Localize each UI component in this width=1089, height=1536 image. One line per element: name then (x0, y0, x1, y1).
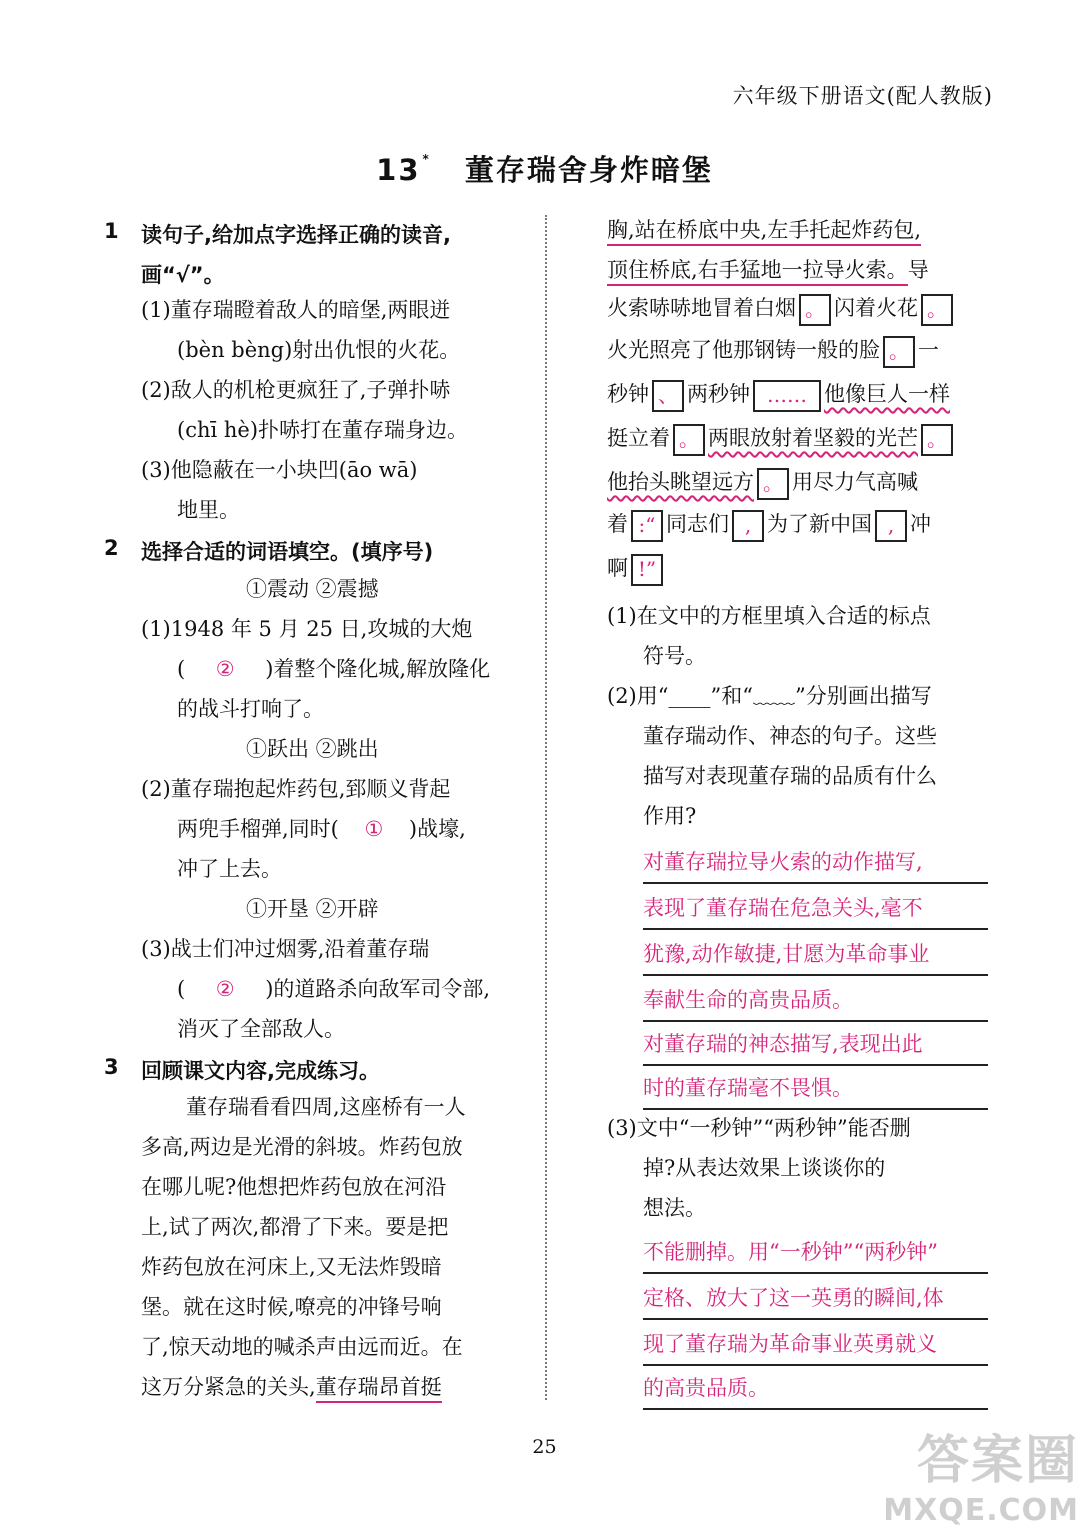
q1-stem: 读句子,给加点字选择正确的读音, (141, 223, 451, 247)
q1-number: 1 (104, 219, 119, 243)
q2-answer-2: ① (364, 817, 384, 841)
punct-box[interactable]: :“ (631, 510, 663, 542)
passage-line: 胸,站在桥底中央,左手托起炸药包, (607, 210, 921, 250)
q2-item-2-l3: 冲了上去。 (177, 857, 282, 881)
answer-line: 犹豫,动作敏捷,甘愿为革命事业 (643, 934, 988, 976)
passage-line: 火光照亮了他那钢铸一般的脸 。 一 (607, 330, 939, 370)
q2-item-1-l3: 的战斗打响了。 (177, 697, 324, 721)
answer-line: 不能删掉。用“一秒钟”“两秒钟” (643, 1232, 988, 1274)
q2-item-2: (2)董存瑞抱起炸药包,郅顺义背起 (141, 777, 451, 801)
answer-line: 表现了董存瑞在危急关头,毫不 (643, 888, 988, 930)
passage-line: 挺立着 。 两眼放射着坚毅的光芒 。 (607, 418, 956, 458)
passage-line: 这万分紧急的关头,董存瑞昂首挺 (141, 1367, 442, 1407)
q2-item-1-l2: ( ② )着整个隆化城,解放隆化 (177, 649, 490, 689)
q3-stem: 回顾课文内容,完成练习。 (141, 1059, 380, 1083)
q2-item-3: (3)战士们冲过烟雾,沿着董存瑞 (141, 937, 430, 961)
lesson-title (0, 148, 1089, 189)
q1-item-1: (1)董存瑞瞪着敌人的暗堡,两眼迸 (141, 298, 451, 322)
punct-box[interactable]: , (875, 510, 907, 542)
q2-answer-3: ② (215, 977, 235, 1001)
q1-item-2: (2)敌人的机枪更疯狂了,子弹扑哧 (141, 378, 451, 402)
sub-q3-cont: 掉?从表达效果上谈谈你的 (643, 1156, 886, 1180)
sub-q2-cont: 董存瑞动作、神态的句子。这些 (643, 724, 937, 748)
q2-options-3: ①开垦 ②开辟 (246, 897, 379, 921)
passage-line: 秒钟 、 两秒钟 …… 他像巨人一样 (607, 374, 950, 414)
passage-line: 炸药包放在河床上,又无法炸毁暗 (141, 1255, 442, 1279)
answer-line: 时的董存瑞毫不畏惧。 (643, 1068, 988, 1110)
sub-q3: (3)文中“一秒钟”“两秒钟”能否删 (607, 1116, 911, 1140)
punct-box[interactable]: , (732, 510, 764, 542)
answer-line: 的高贵品质。 (643, 1368, 988, 1410)
sub-q1: (1)在文中的方框里填入合适的标点 (607, 604, 931, 628)
q2-item-1: (1)1948 年 5 月 25 日,攻城的大炮 (141, 617, 473, 641)
punct-box[interactable]: 。 (757, 468, 789, 500)
q1-item-1-pinyin: (bèn bèng)射出仇恨的火花。 (177, 338, 461, 362)
q3-number: 3 (104, 1055, 119, 1079)
passage-line: 着 :“ 同志们 , 为了新中国 , 冲 (607, 504, 931, 544)
passage-line: 了,惊天动地的喊杀声由远而近。在 (141, 1335, 463, 1359)
answer-line: 对董存瑞的神态描写,表现出此 (643, 1024, 988, 1066)
answer-line: 定格、放大了这一英勇的瞬间,体 (643, 1278, 988, 1320)
answer-line: 现了董存瑞为革命事业英勇就义 (643, 1324, 988, 1366)
punct-box[interactable]: !” (631, 554, 663, 586)
passage-line: 上,试了两次,都滑了下来。要是把 (141, 1215, 449, 1239)
q1-item-3: (3)他隐蔽在一小块凹(āo wā) (141, 458, 418, 482)
book-header: 六年级下册语文(配人教版) (732, 84, 993, 108)
q1-item-3-cont: 地里。 (177, 498, 240, 522)
punct-box[interactable]: 。 (883, 336, 915, 368)
punct-box[interactable]: 、 (652, 380, 684, 412)
punct-box[interactable]: 。 (921, 424, 953, 456)
lesson-title-text: 董存瑞舍身炸暗堡 (464, 153, 713, 187)
q2-stem: 选择合适的词语填空。(填序号) (141, 540, 434, 564)
q1-item-2-pinyin: (chī hè)扑哧打在董存瑞身边。 (177, 418, 469, 442)
passage-line: 啊 !” (607, 548, 666, 588)
column-divider (545, 215, 547, 1400)
passage-line: 多高,两边是光滑的斜坡。炸药包放 (141, 1135, 463, 1159)
sub-q2-cont: 描写对表现董存瑞的品质有什么 (643, 764, 937, 788)
sub-q2-cont: 作用? (643, 804, 697, 828)
q2-number: 2 (104, 536, 119, 560)
watermark-logo: 答案圈 MXQE.COM (883, 1431, 1079, 1528)
q1-stem-2: 画“√”。 (141, 263, 225, 287)
answer-line: 奉献生命的高贵品质。 (643, 980, 988, 1022)
punct-box[interactable]: 。 (921, 294, 953, 326)
q2-item-3-l3: 消灭了全部敌人。 (177, 1017, 345, 1041)
punct-box[interactable]: 。 (673, 424, 705, 456)
passage-line: 火索哧哧地冒着白烟 。 闪着火花 。 (607, 288, 956, 328)
q2-answer-1: ② (215, 657, 235, 681)
lesson-number: 13 * (376, 152, 431, 187)
passage-line: 他抬头眺望远方 。 用尽力气高喊 (607, 462, 918, 502)
passage-line: 董存瑞看看四周,这座桥有一人 (186, 1095, 466, 1119)
answer-line: 对董存瑞拉导火索的动作描写, (643, 842, 988, 884)
sub-q3-cont: 想法。 (643, 1196, 706, 1220)
sub-q1-cont: 符号。 (643, 644, 706, 668)
punct-box[interactable]: …… (753, 380, 821, 412)
q2-options-2: ①跃出 ②跳出 (246, 737, 379, 761)
passage-line: 堡。就在这时候,嘹亮的冲锋号响 (141, 1295, 442, 1319)
passage-line: 在哪儿呢?他想把炸药包放在河沿 (141, 1175, 447, 1199)
sub-q2: (2)用“____”和“﹏﹏”分别画出描写 (607, 684, 932, 708)
q2-options-1: ①震动 ②震撼 (246, 577, 379, 601)
q2-item-2-l2: 两兜手榴弹,同时( ① )战壕, (177, 809, 466, 849)
passage-line: 顶住桥底,右手猛地一拉导火索。导 (607, 250, 929, 290)
punct-box[interactable]: 。 (799, 294, 831, 326)
page-number: 25 (532, 1436, 557, 1458)
q2-item-3-l2: ( ② )的道路杀向敌军司令部, (177, 969, 490, 1009)
